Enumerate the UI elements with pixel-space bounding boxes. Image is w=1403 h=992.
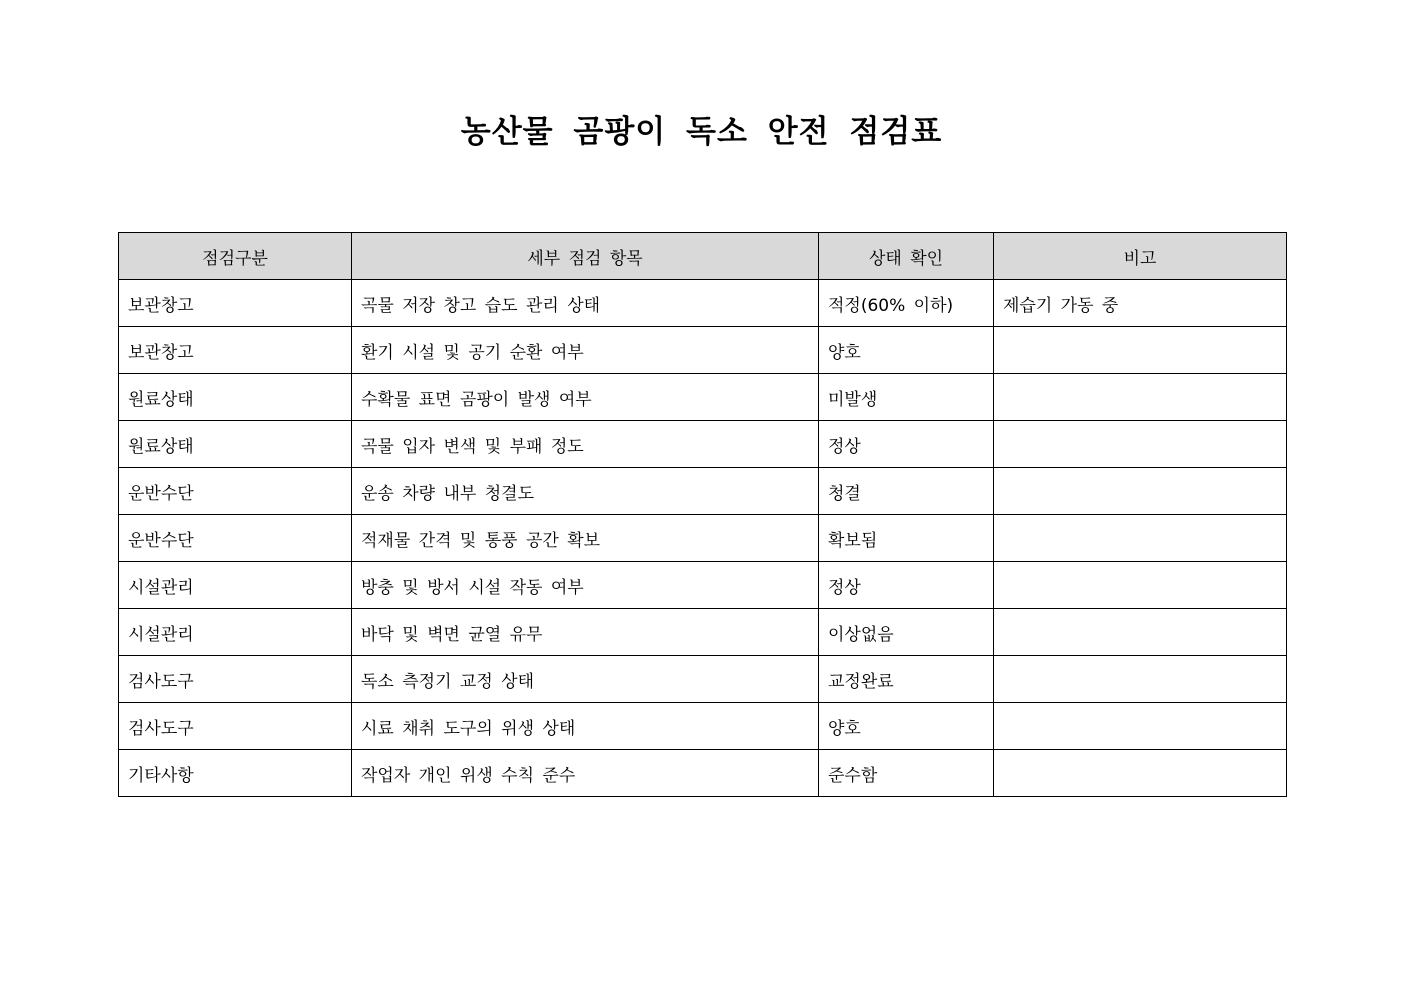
cell-category: 기타사항 (119, 750, 352, 797)
cell-detail-item: 바닥 및 벽면 균열 유무 (352, 609, 819, 656)
table-row (119, 374, 1287, 421)
cell-status: 확보됨 (819, 515, 994, 562)
cell-category: 시설관리 (119, 562, 352, 609)
cell-detail-item: 운송 차량 내부 청결도 (352, 468, 819, 515)
cell-category: 운반수단 (119, 515, 352, 562)
cell-status: 교정완료 (819, 656, 994, 703)
cell-remarks: 제습기 가동 중 (994, 280, 1287, 327)
cell-category: 원료상태 (119, 421, 352, 468)
cell-detail-item: 적재물 간격 및 통풍 공간 확보 (352, 515, 819, 562)
table-row (119, 656, 1287, 703)
cell-category: 원료상태 (119, 374, 352, 421)
header-detail-item: 세부 점검 항목 (352, 233, 819, 280)
cell-status: 미발생 (819, 374, 994, 421)
cell-category: 검사도구 (119, 656, 352, 703)
cell-status: 양호 (819, 703, 994, 750)
cell-category: 시설관리 (119, 609, 352, 656)
table-row (119, 562, 1287, 609)
cell-remarks (994, 703, 1287, 750)
cell-status: 준수함 (819, 750, 994, 797)
cell-detail-item: 방충 및 방서 시설 작동 여부 (352, 562, 819, 609)
checklist-table (118, 232, 1287, 797)
cell-status: 정상 (819, 421, 994, 468)
cell-status: 적정(60% 이하) (819, 280, 994, 327)
cell-detail-item: 독소 측정기 교정 상태 (352, 656, 819, 703)
table-row (119, 280, 1287, 327)
cell-detail-item: 곡물 입자 변색 및 부패 정도 (352, 421, 819, 468)
cell-detail-item: 환기 시설 및 공기 순환 여부 (352, 327, 819, 374)
table-row (119, 515, 1287, 562)
table-row (119, 468, 1287, 515)
cell-detail-item: 시료 채취 도구의 위생 상태 (352, 703, 819, 750)
table-row (119, 703, 1287, 750)
table-row (119, 327, 1287, 374)
cell-status: 이상없음 (819, 609, 994, 656)
cell-status: 청결 (819, 468, 994, 515)
cell-detail-item: 곡물 저장 창고 습도 관리 상태 (352, 280, 819, 327)
cell-detail-item: 수확물 표면 곰팡이 발생 여부 (352, 374, 819, 421)
cell-detail-item: 작업자 개인 위생 수칙 준수 (352, 750, 819, 797)
table-row (119, 609, 1287, 656)
cell-category: 보관창고 (119, 280, 352, 327)
table-row (119, 421, 1287, 468)
cell-status: 양호 (819, 327, 994, 374)
header-status: 상태 확인 (819, 233, 994, 280)
header-remarks: 비고 (994, 233, 1287, 280)
cell-category: 검사도구 (119, 703, 352, 750)
cell-remarks (994, 374, 1287, 421)
cell-remarks (994, 609, 1287, 656)
cell-category: 보관창고 (119, 327, 352, 374)
cell-remarks (994, 421, 1287, 468)
cell-status: 정상 (819, 562, 994, 609)
cell-remarks (994, 327, 1287, 374)
cell-remarks (994, 468, 1287, 515)
header-category: 점검구분 (119, 233, 352, 280)
cell-remarks (994, 515, 1287, 562)
cell-remarks (994, 750, 1287, 797)
cell-category: 운반수단 (119, 468, 352, 515)
table-row (119, 750, 1287, 797)
cell-remarks (994, 656, 1287, 703)
cell-remarks (994, 562, 1287, 609)
table-header-row (119, 233, 1287, 280)
page-title: 농산물 곰팡이 독소 안전 점검표 (460, 114, 943, 150)
